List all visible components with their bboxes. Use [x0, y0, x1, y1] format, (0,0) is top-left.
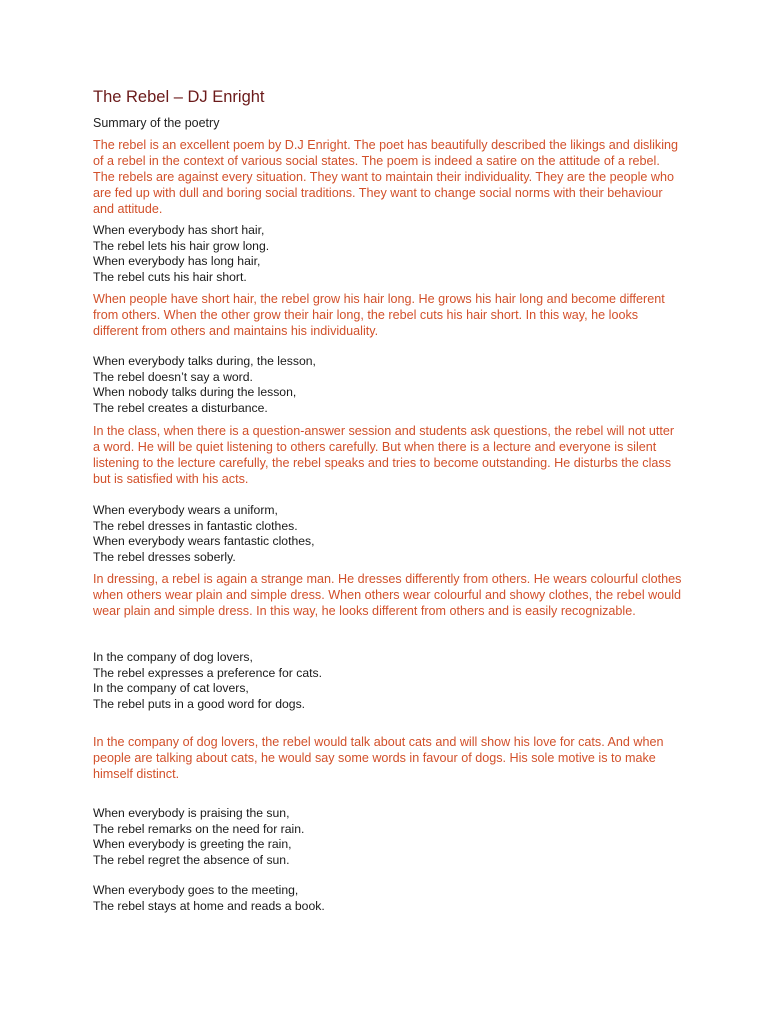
summary-paragraph: [93, 734, 683, 782]
stanza-line: When everybody wears a uniform,: [93, 503, 278, 517]
stanza-line: When everybody has long hair,: [93, 254, 261, 268]
stanza-line: The rebel dresses in fantastic clothes.: [93, 518, 298, 533]
stanza-line: When everybody wears fantastic clothes,: [93, 534, 315, 548]
stanza-line: In the company of cat lovers,: [93, 681, 249, 695]
stanza-line: When everybody is praising the sun,: [93, 806, 290, 820]
poem-stanza: [93, 883, 683, 914]
document-title: The Rebel – DJ Enright: [93, 88, 265, 106]
stanza-line: In the company of dog lovers,: [93, 650, 253, 664]
stanza-line: The rebel cuts his hair short.: [93, 269, 247, 284]
summary-text: In the company of dog lovers, the rebel would talk about cats and will show his love for cats. And when people are talking about cats, he would say some words in favour of dogs. His sole motive is to make himself distinct.: [93, 735, 664, 781]
summary-paragraph: [93, 137, 683, 217]
poem-stanza: [93, 223, 683, 285]
summary-text: When people have short hair, the rebel grow his hair long. He grows his hair long and become different from others. When the other grow their hair long, the rebel cuts his hair short. In this way, he looks different from others and maintains his individuality.: [93, 292, 665, 338]
summary-paragraph: [93, 571, 683, 619]
summary-paragraph: [93, 423, 683, 487]
stanza-line: The rebel doesn’t say a word.: [93, 369, 253, 384]
poem-stanza: [93, 806, 683, 868]
summary-paragraph: [93, 291, 683, 339]
stanza-line: The rebel remarks on the need for rain.: [93, 821, 305, 836]
summary-text: In the class, when there is a question-answer session and students ask questions, the rebel will not utter a word. He will be quiet listening to others carefully. But when there is a lecture and everyone is silent listening to the lecture carefully, the rebel speaks and tries to become outstanding. He disturbs the class but is satisfied with his acts.: [93, 424, 675, 486]
stanza-line: The rebel expresses a preference for cats.: [93, 665, 322, 680]
poem-stanza: [93, 650, 683, 712]
stanza-line: The rebel lets his hair grow long.: [93, 238, 270, 253]
stanza-line: When everybody has short hair,: [93, 223, 265, 237]
poem-stanza: [93, 354, 683, 416]
poem-stanza: [93, 503, 683, 565]
stanza-line: The rebel dresses soberly.: [93, 549, 236, 564]
stanza-line: When nobody talks during the lesson,: [93, 385, 297, 399]
stanza-line: When everybody is greeting the rain,: [93, 837, 292, 851]
stanza-line: When everybody talks during, the lesson,: [93, 354, 316, 368]
summary-text: In dressing, a rebel is again a strange man. He dresses differently from others. He wears colourful clothes when others wear plain and simple dress. When others wear colourful and showy clothes, the rebel would wear plain and simple dress. In this way, he looks different from others and is easily recognizable.: [93, 572, 682, 618]
stanza-line: The rebel stays at home and reads a book.: [93, 898, 325, 913]
stanza-line: The rebel regret the absence of sun.: [93, 852, 290, 867]
document-page: [93, 86, 683, 913]
stanza-line: When everybody goes to the meeting,: [93, 883, 299, 897]
summary-text: The rebel is an excellent poem by D.J Enright. The poet has beautifully described the likings and disliking of a rebel in the context of various social states. The poem is indeed a satire on the attitude of a rebel. The rebels are against every situation. They want to maintain their individuality. They are the people who are fed up with dull and boring social traditions. They want to change social norms with their behaviour and attitude.: [93, 138, 679, 216]
document-subtitle: Summary of the poetry: [93, 116, 220, 130]
stanza-line: The rebel puts in a good word for dogs.: [93, 696, 306, 711]
stanza-line: The rebel creates a disturbance.: [93, 400, 268, 415]
